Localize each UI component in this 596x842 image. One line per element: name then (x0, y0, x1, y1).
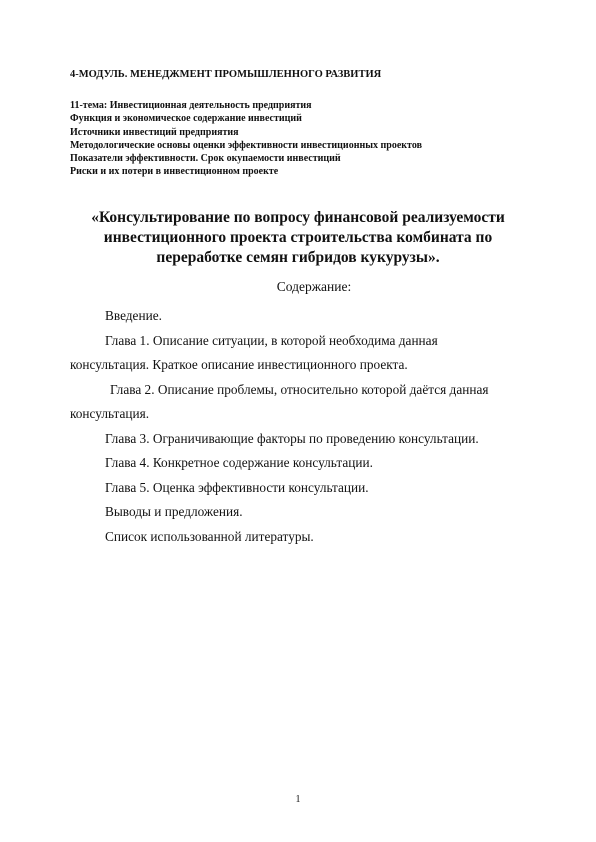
title-line: инвестиционного проекта строительства комбината по (103, 229, 493, 246)
contents-heading: Содержание: (276, 279, 352, 294)
topic-line: Методологические основы оценки эффективности инвестиционных проектов (70, 139, 422, 151)
toc-entry: Глава 3. Ограничивающие факторы по проведению консультации. (105, 430, 479, 446)
page-number: 1 (295, 794, 301, 805)
topic-line: Риски и их потери в инвестиционном проекте (70, 166, 279, 178)
toc-entry: Глава 2. Описание проблемы, относительно которой даётся данная (110, 381, 489, 397)
toc-entry: Глава 5. Оценка эффективности консультации. (105, 479, 369, 495)
toc-entry: Введение. (105, 308, 162, 323)
document-title (60, 208, 536, 268)
title-line: «Консультирование по вопросу финансовой реализуемости (91, 209, 505, 226)
toc-entry: Выводы и предложения. (105, 504, 243, 519)
topic-line: 11-тема: Инвестиционная деятельность предприятия (70, 100, 312, 111)
toc-entry: Список использованной литературы. (105, 528, 314, 544)
toc-entry: консультация. (70, 406, 150, 421)
toc-entry: консультация. Краткое описание инвестиционного проекта. (70, 357, 408, 372)
title-line: переработке семян гибридов кукурузы». (156, 249, 440, 266)
table-of-contents (70, 304, 540, 549)
toc-entry: Глава 4. Конкретное содержание консультации. (105, 455, 373, 470)
topic-line: Источники инвестиций предприятия (70, 126, 239, 138)
topic-line: Функция и экономическое содержание инвестиций (70, 113, 302, 125)
topic-list (70, 99, 422, 179)
topic-line: Показатели эффективности. Срок окупаемости инвестиций (70, 153, 341, 165)
module-title: 4-МОДУЛЬ. МЕНЕДЖМЕНТ ПРОМЫШЛЕННОГО РАЗВИТИЯ (70, 69, 382, 80)
toc-entry: Глава 1. Описание ситуации, в которой необходима данная (105, 332, 438, 348)
